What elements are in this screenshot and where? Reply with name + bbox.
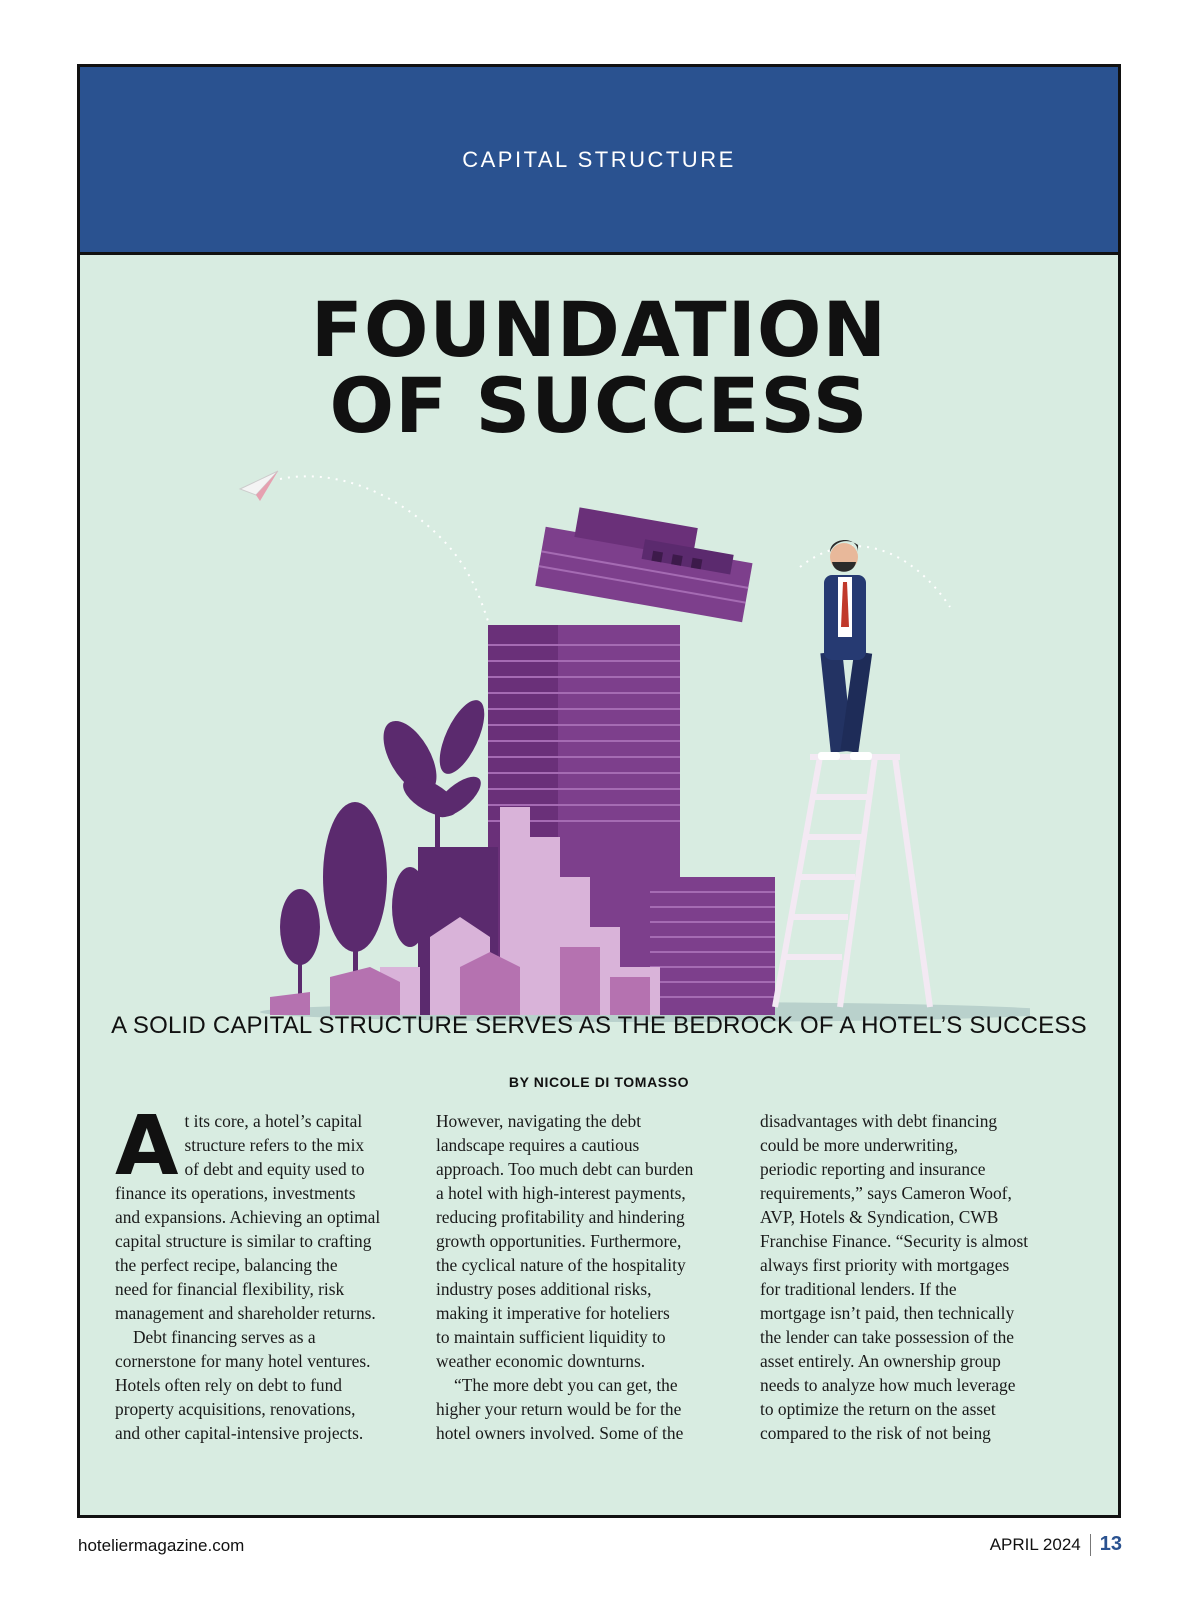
text-line: capital structure is similar to crafting [115,1231,372,1251]
text-line: approach. Too much debt can burden [436,1159,694,1179]
text-line: cornerstone for many hotel ventures. [115,1351,371,1371]
text-line: mortgage isn’t paid, then technically [760,1303,1015,1323]
text-line: Franchise Finance. “Security is almost [760,1231,1029,1251]
text-line: requirements,” says Cameron Woof, [760,1183,1012,1203]
byline: BY NICOLE DI TOMASSO [508,1074,690,1090]
article-column-3 [760,1109,1065,1445]
text-line: disadvantages with debt financing [760,1111,998,1131]
text-line: hotel owners involved. Some of the [436,1423,684,1443]
text-line: asset entirely. An ownership group [760,1351,1001,1371]
text-line: always first priority with mortgages [760,1255,1010,1275]
text-line: management and shareholder returns. [115,1303,376,1323]
text-line: growth opportunities. Furthermore, [436,1231,682,1251]
footer-issue-info [990,1533,1122,1556]
article-deck: A SOLID CAPITAL STRUCTURE SERVES AS THE BEDROCK OF A HOTEL’S SUCCESS [111,1012,1087,1039]
text-line: “The more debt you can get, the [454,1375,678,1395]
text-line: the lender can take possession of the [760,1327,1015,1347]
text-line: making it imperative for hoteliers [436,1303,670,1323]
text-line: property acquisitions, renovations, [115,1399,356,1419]
article-frame [77,64,1121,1518]
section-label: CAPITAL STRUCTURE [462,146,736,172]
headline-line-2: OF SUCCESS [329,361,869,450]
headline-line-1: FOUNDATION [310,285,888,374]
text-line: and other capital-intensive projects. [115,1423,364,1443]
footer-issue: APRIL 2024 [989,1534,1081,1554]
text-line: compared to the risk of not being [760,1423,991,1443]
text-line: industry poses additional risks, [436,1279,652,1299]
paper-plane-icon [240,471,278,501]
text-line: Debt financing serves as a [133,1327,316,1347]
text-line: the cyclical nature of the hospitality [436,1255,686,1275]
text-line: t its core, a hotel’s capital [184,1111,363,1131]
roof-block [535,502,757,622]
text-line: to maintain sufficient liquidity to [436,1327,666,1347]
article-column-2 [436,1109,741,1445]
building-illustration [230,407,1030,1057]
text-line: higher your return would be for the [436,1399,682,1419]
text-line: weather economic downturns. [436,1351,646,1371]
text-line: need for financial flexibility, risk [115,1279,345,1299]
text-line: needs to analyze how much leverage [760,1375,1016,1395]
text-line: to optimize the return on the asset [760,1399,996,1419]
text-line: structure refers to the mix [184,1135,365,1155]
text-line: of debt and equity used to [184,1159,365,1179]
text-line: landscape requires a cautious [436,1135,640,1155]
text-line: a hotel with high-interest payments, [436,1183,686,1203]
text-line: and expansions. Achieving an optimal [115,1207,381,1227]
text-line: for traditional lenders. If the [760,1279,957,1299]
text-line: periodic reporting and insurance [760,1159,986,1179]
text-line: However, navigating the debt [436,1111,642,1131]
section-banner [80,67,1118,255]
text-line: finance its operations, investments [115,1183,356,1203]
right-block [650,877,775,1015]
article-column-1 [115,1099,420,1445]
text-line: Hotels often rely on debt to fund [115,1375,342,1395]
text-line: the perfect recipe, balancing the [115,1255,338,1275]
text-line: reducing profitability and hindering [436,1207,685,1227]
man-figure [818,540,872,760]
ladder [775,757,930,1007]
plant [373,694,494,852]
footer-site: hoteliermagazine.com [78,1536,245,1555]
text-line: AVP, Hotels & Syndication, CWB [760,1207,999,1227]
footer-divider [1090,1534,1091,1556]
page-number: 13 [1099,1533,1122,1555]
text-line: could be more underwriting, [760,1135,959,1155]
dropcap: A [115,1099,179,1194]
